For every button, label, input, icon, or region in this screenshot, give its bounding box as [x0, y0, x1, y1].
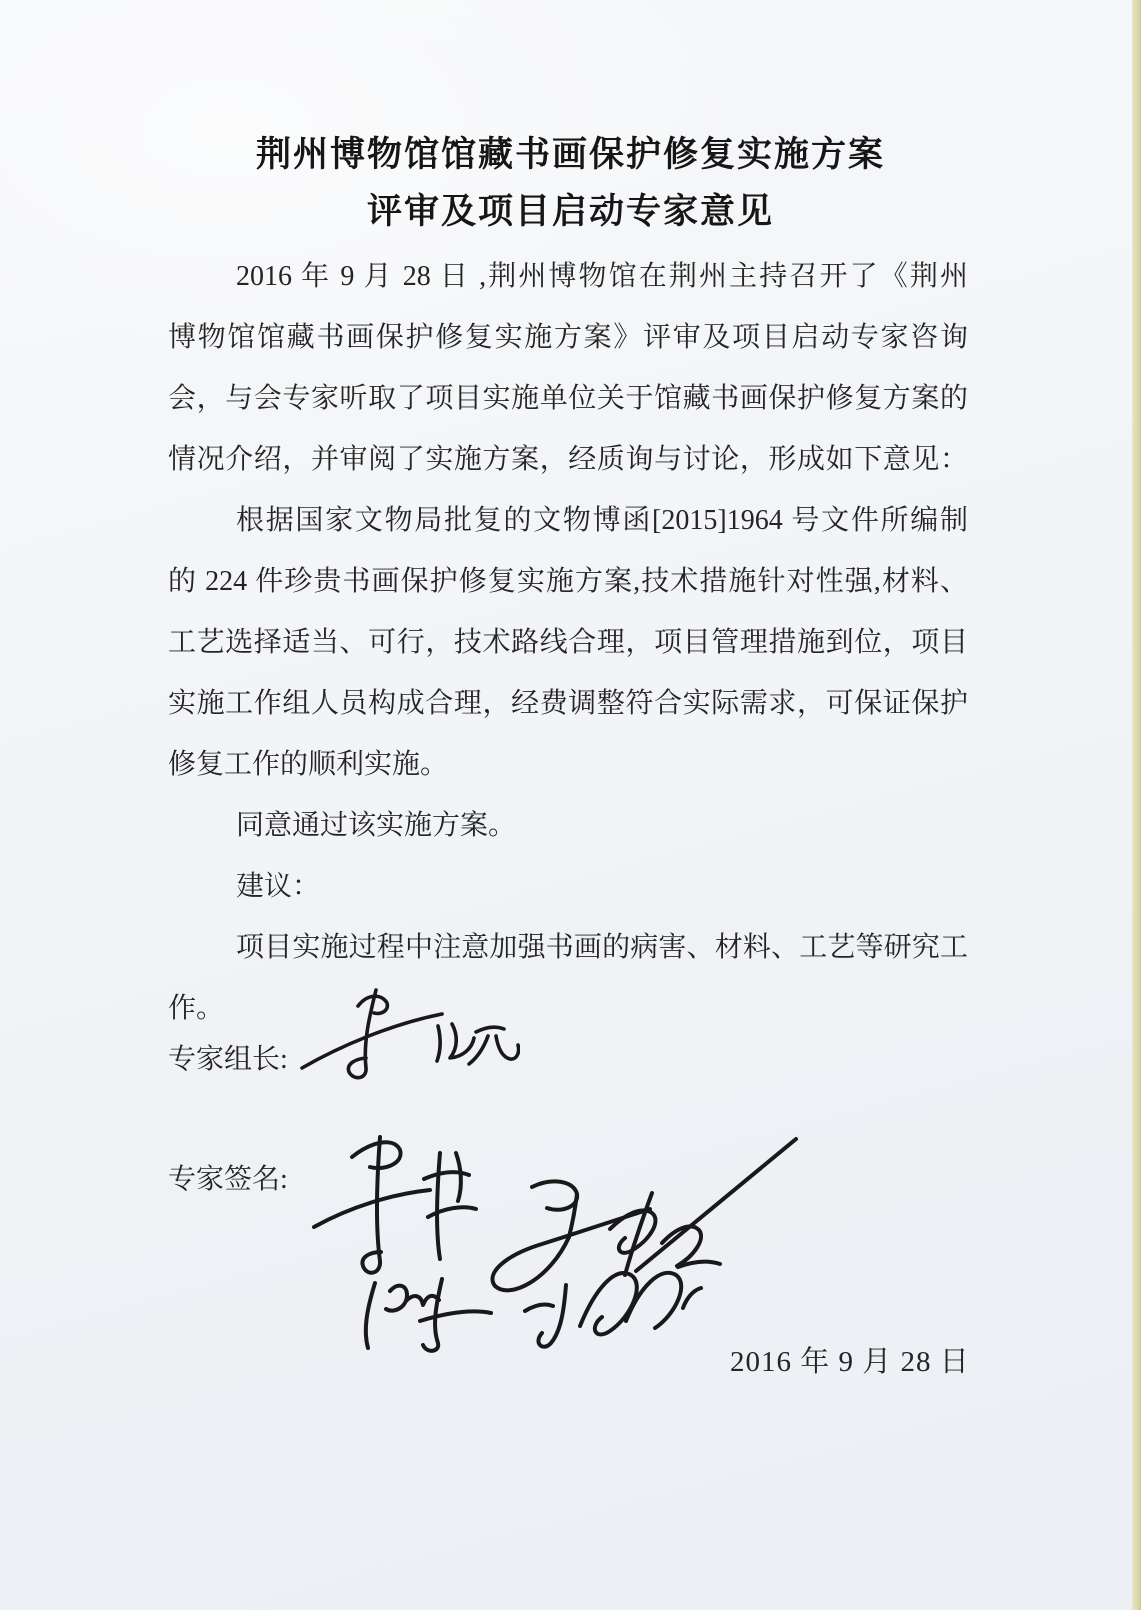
body-line: 作。 [168, 993, 225, 1024]
body-line: 同意通过该实施方案。 [236, 810, 517, 841]
leader-handwritten-signature-icon [290, 980, 520, 1092]
body-line: 2016 年 9 月 28 日 ,荆州博物馆在荆州主持召开了《荆州 [236, 261, 968, 292]
document-date: 2016 年 9 月 28 日 [730, 1346, 970, 1378]
scan-edge-strip [1132, 0, 1141, 1610]
body-line: 会，与会专家听取了项目实施单位关于馆藏书画保护修复方案的 [168, 383, 968, 414]
body-line: 修复工作的顺利实施。 [168, 749, 449, 780]
expert-handwritten-signatures-icon [280, 1095, 1020, 1355]
document-title-line2: 评审及项目启动专家意见 [366, 192, 774, 231]
document-body [168, 246, 968, 1039]
body-line: 的 224 件珍贵书画保护修复实施方案,技术措施针对性强,材料、 [168, 566, 968, 597]
body-line: 工艺选择适当、可行，技术路线合理，项目管理措施到位，项目 [168, 627, 968, 658]
body-line: 建议： [236, 871, 321, 902]
document-title-line1: 荆州博物馆馆藏书画保护修复实施方案 [255, 135, 885, 174]
body-line: 项目实施过程中注意加强书画的病害、材料、工艺等研究工 [236, 932, 968, 963]
body-line: 实施工作组人员构成合理，经费调整符合实际需求，可保证保护 [168, 688, 968, 719]
body-line: 根据国家文物局批复的文物博函[2015]1964 号文件所编制 [236, 505, 968, 536]
body-line: 博物馆馆藏书画保护修复实施方案》评审及项目启动专家咨询 [168, 322, 968, 353]
leader-signature-label: 专家组长: [168, 1044, 288, 1075]
experts-signature-label: 专家签名: [168, 1164, 288, 1195]
body-line: 情况介绍，并审阅了实施方案，经质询与讨论，形成如下意见： [168, 444, 968, 475]
